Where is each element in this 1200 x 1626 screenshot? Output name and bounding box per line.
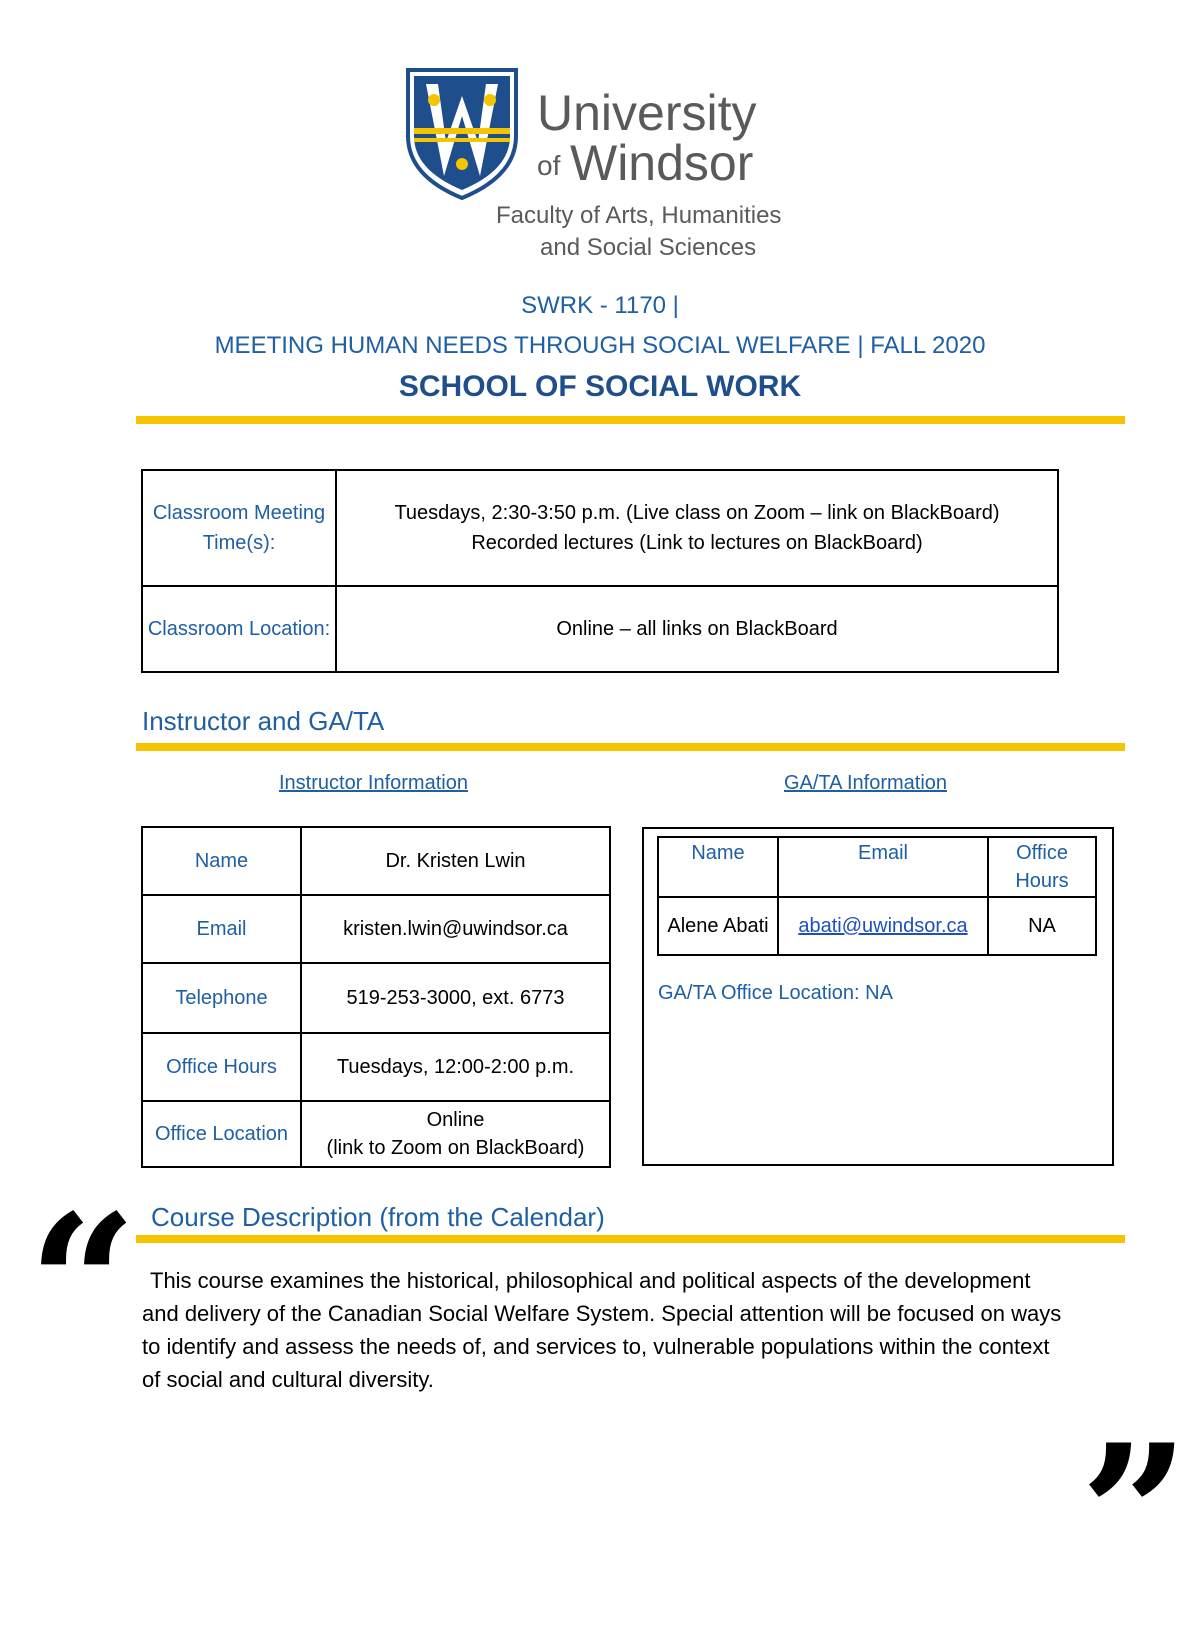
row-label: Office Location	[142, 1101, 301, 1167]
location-label: Classroom Location:	[142, 586, 336, 672]
course-description: This course examines the historical, philosophical and political aspects of the development and delivery of the Canadian Social Welfare System. Special attention will be focused on ways to identify and assess the needs of, and services to, vulnerable populations within the context of social and cultural diversity.	[142, 1268, 1062, 1392]
close-quote-icon: ”	[1080, 1403, 1190, 1626]
location-value: Online – all links on BlackBoard	[336, 586, 1058, 672]
table-row	[142, 895, 610, 963]
ta-info-heading: GA/TA Information	[784, 772, 948, 794]
table-row	[142, 470, 1058, 586]
row-label: Office Hours	[142, 1033, 301, 1101]
instructor-office-hours: Tuesdays, 12:00-2:00 p.m.	[301, 1033, 610, 1101]
course-code: SWRK - 1170 |	[521, 292, 679, 319]
university-shield-logo	[404, 66, 520, 200]
faculty-line-2: and Social Sciences	[540, 234, 757, 261]
table-row	[142, 827, 610, 895]
ta-hours: NA	[988, 897, 1096, 955]
ta-header-hours: Office Hours	[988, 837, 1096, 897]
ta-header-name: Name	[658, 837, 778, 897]
row-label: Email	[142, 895, 301, 963]
row-label: Telephone	[142, 963, 301, 1033]
table-row	[142, 1033, 610, 1101]
table-row	[142, 1101, 610, 1167]
instructor-table	[141, 826, 611, 1168]
instructor-telephone: 519-253-3000, ext. 6773	[301, 963, 610, 1033]
ta-email-cell	[778, 897, 988, 955]
ta-table	[657, 836, 1097, 956]
divider	[136, 1235, 1125, 1243]
meeting-time-label: Classroom Meeting Time(s):	[142, 470, 336, 586]
instructor-email: kristen.lwin@uwindsor.ca	[301, 895, 610, 963]
university-wordmark: University	[537, 85, 757, 141]
schedule-table	[141, 469, 1059, 673]
meeting-time-line-2: Recorded lectures (Link to lectures on BlackBoard)	[471, 532, 923, 554]
open-quote-icon: “	[28, 1173, 138, 1396]
divider	[136, 416, 1125, 424]
ta-name: Alene Abati	[658, 897, 778, 955]
course-title: MEETING HUMAN NEEDS THROUGH SOCIAL WELFARE | FALL 2020	[214, 332, 986, 359]
meeting-time-line-1: Tuesdays, 2:30-3:50 p.m. (Live class on Zoom – link on BlackBoard)	[394, 502, 1000, 524]
school-name: SCHOOL OF SOCIAL WORK	[398, 370, 802, 403]
instructor-info-heading: Instructor Information	[279, 772, 468, 794]
university-of: of	[537, 150, 561, 181]
table-row	[658, 837, 1096, 897]
section-heading-instructor: Instructor and GA/TA	[142, 706, 385, 736]
ta-email-link[interactable]: abati@uwindsor.ca	[798, 915, 968, 937]
instructor-office-location	[301, 1101, 610, 1167]
row-label: Name	[142, 827, 301, 895]
table-row	[658, 897, 1096, 955]
meeting-time-value	[336, 470, 1058, 586]
table-row	[142, 586, 1058, 672]
faculty-line-1: Faculty of Arts, Humanities	[496, 202, 782, 229]
office-location-line-1: Online	[426, 1109, 485, 1131]
table-row	[142, 963, 610, 1033]
instructor-name: Dr. Kristen Lwin	[301, 827, 610, 895]
divider	[136, 743, 1125, 751]
section-heading-description: Course Description (from the Calendar)	[151, 1202, 605, 1232]
ta-office-location: GA/TA Office Location: NA	[658, 982, 893, 1004]
office-location-line-2: (link to Zoom on BlackBoard)	[326, 1137, 585, 1159]
ta-header-email: Email	[778, 837, 988, 897]
university-windsor: Windsor	[570, 135, 754, 191]
